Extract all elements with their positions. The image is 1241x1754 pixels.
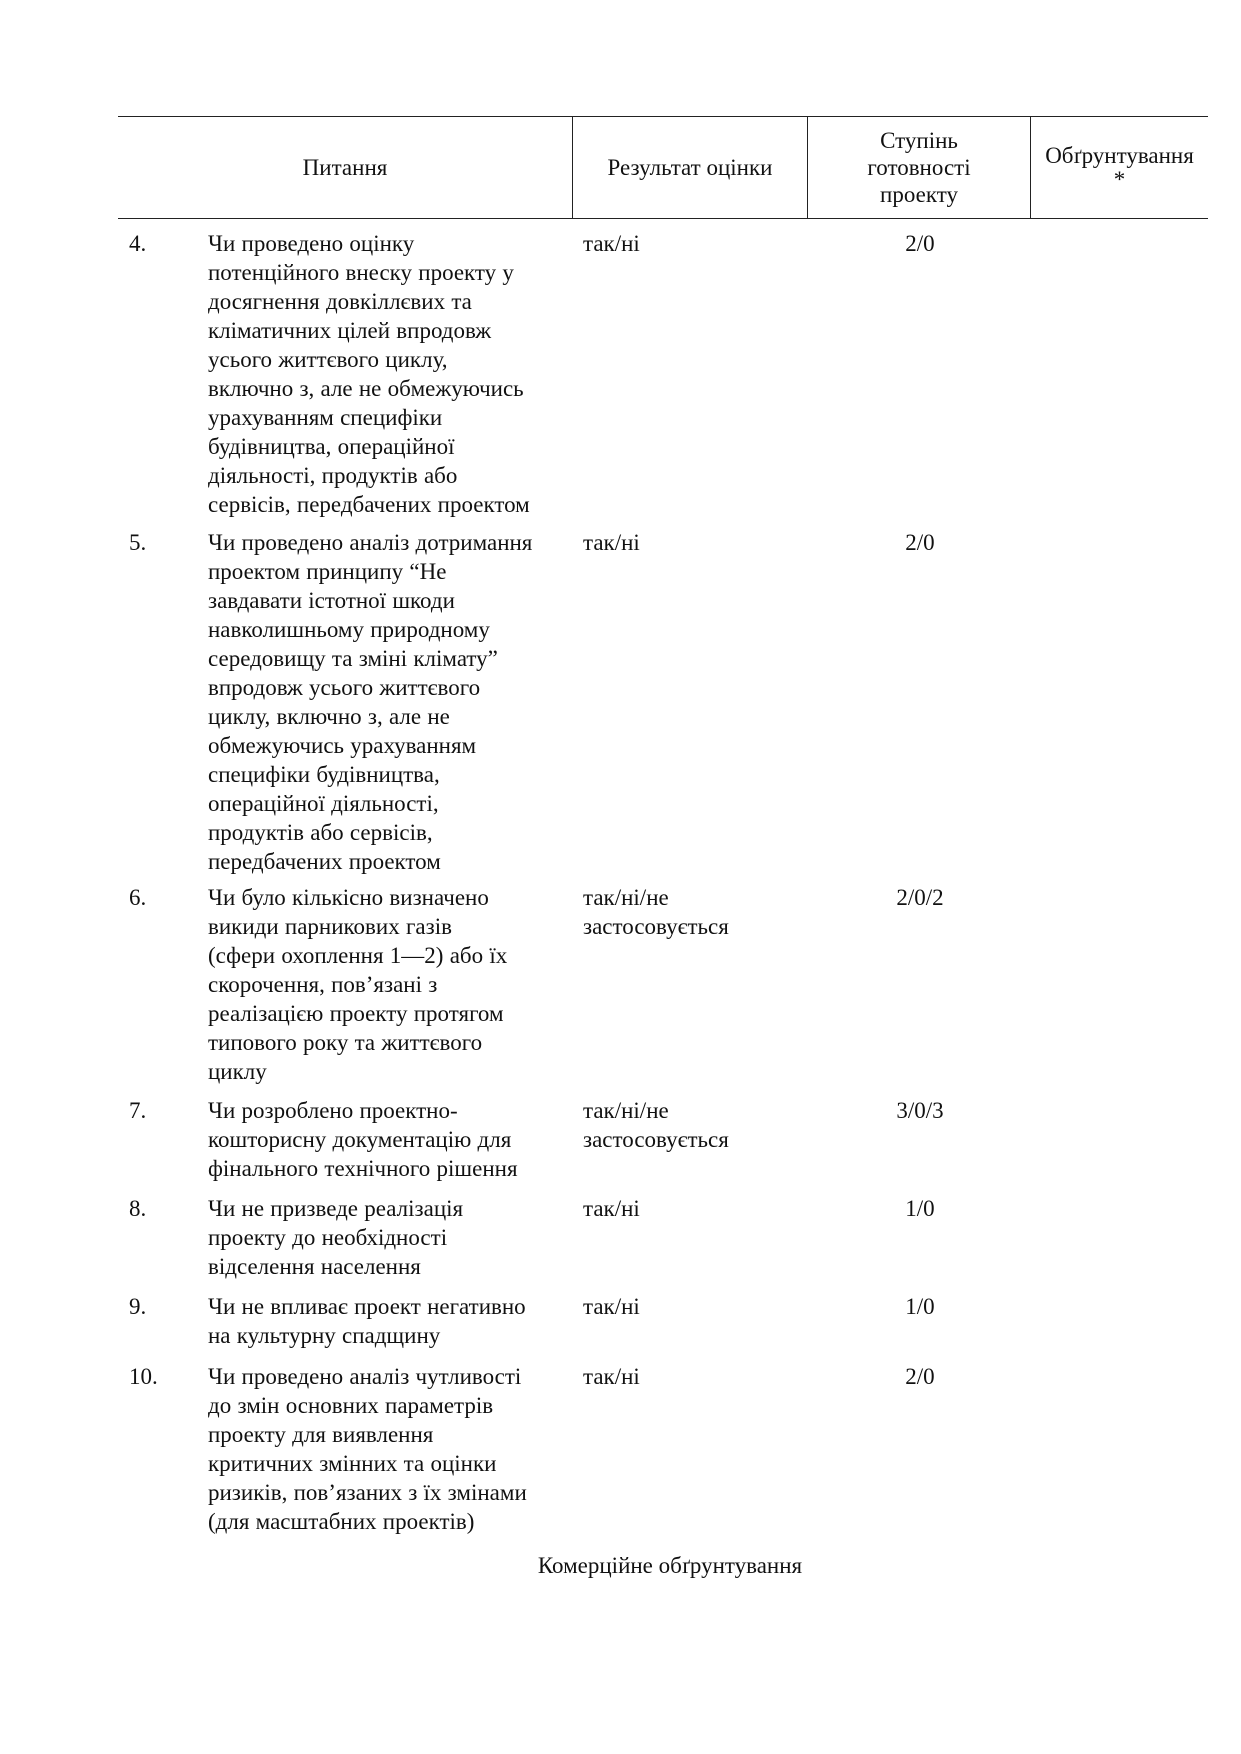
question-line: включно з, але не обмежуючись [208, 376, 524, 401]
row-question [208, 1292, 568, 1350]
question-line: проектом принципу “Не [208, 559, 447, 584]
table-header [118, 116, 1208, 219]
question-line: усього життєвого циклу, [208, 347, 448, 372]
header-result [573, 117, 807, 218]
header-readiness [808, 117, 1030, 218]
question-line: продуктів або сервісів, [208, 820, 433, 845]
question-line: досягнення довкіллєвих та [208, 289, 472, 314]
result-line: так/ні [583, 1364, 640, 1389]
row-question [208, 229, 568, 519]
result-line: так/ні/не [583, 885, 669, 910]
row-score: 2/0/2 [896, 885, 944, 910]
result-line: так/ні [583, 231, 640, 256]
row-result [583, 528, 793, 557]
question-line: передбачених проектом [208, 849, 441, 874]
question-line: діяльності, продуктів або [208, 463, 458, 488]
section-heading: Комерційне обґрунтування [537, 1553, 803, 1578]
question-line: проекту до необхідності [208, 1225, 448, 1250]
question-line: на культурну спадщину [208, 1323, 441, 1348]
question-line: впродовж усього життєвого [208, 675, 481, 700]
question-line: циклу, включно з, але не [208, 704, 450, 729]
question-line: кошторисну документацію для [208, 1127, 512, 1152]
question-line: кліматичних цілей впродовж [208, 318, 492, 343]
question-line: будівництва, операційної [208, 434, 455, 459]
row-result [583, 1096, 793, 1154]
question-line: скорочення, пов’язані з [208, 972, 438, 997]
header-question-label: Питання [302, 155, 388, 180]
row-number: 9. [129, 1294, 147, 1319]
row-score: 1/0 [905, 1196, 935, 1221]
header-justification-line: * [1113, 166, 1126, 192]
question-line: середовищу та зміні клімату” [208, 646, 498, 671]
question-line: критичних змінних та оцінки [208, 1451, 497, 1476]
question-line: урахуванням специфіки [208, 405, 443, 430]
row-number: 5. [129, 530, 147, 555]
question-line: Чи проведено аналіз дотримання [208, 530, 533, 555]
question-line: навколишньому природному [208, 617, 490, 642]
question-line: завдавати істотної шкоди [208, 588, 455, 613]
result-line: так/ні [583, 530, 640, 555]
question-line: специфіки будівництва, [208, 762, 440, 787]
question-line: потенційного внеску проекту у [208, 260, 514, 285]
header-justification-line: Обґрунтування [1045, 142, 1194, 168]
row-question [208, 883, 568, 1086]
question-line: реалізацією проекту протягом [208, 1001, 504, 1026]
row-question [208, 528, 568, 876]
question-line: (сфери охоплення 1—2) або їх [208, 943, 508, 968]
row-score: 2/0 [905, 530, 935, 555]
result-line: так/ні [583, 1294, 640, 1319]
question-line: типового року та життєвого [208, 1030, 483, 1055]
question-line: Чи було кількісно визначено [208, 885, 489, 910]
row-number: 7. [129, 1098, 147, 1123]
header-readiness-line: Ступінь [880, 128, 958, 153]
question-line: Чи проведено оцінку [208, 231, 415, 256]
header-readiness-line: проекту [880, 182, 958, 207]
question-line: сервісів, передбачених проектом [208, 492, 530, 517]
question-line: Чи розроблено проектно- [208, 1098, 458, 1123]
question-line: (для масштабних проектів) [208, 1509, 475, 1534]
row-question [208, 1362, 568, 1536]
question-line: Чи не впливає проект негативно [208, 1294, 526, 1319]
question-line: обмежуючись урахуванням [208, 733, 477, 758]
question-line: операційної діяльності, [208, 791, 439, 816]
question-line: відселення населення [208, 1254, 421, 1279]
header-result-label: Результат оцінки [607, 155, 773, 180]
question-line: проекту для виявлення [208, 1422, 434, 1447]
row-number: 10. [129, 1364, 158, 1389]
row-score: 1/0 [905, 1294, 935, 1319]
result-line: так/ні [583, 1196, 640, 1221]
header-readiness-line: готовності [867, 155, 971, 180]
result-line: застосовується [583, 914, 729, 939]
header-question [118, 117, 572, 218]
row-result [583, 1292, 793, 1321]
question-line: до змін основних параметрів [208, 1393, 494, 1418]
row-result [583, 1362, 793, 1391]
header-justification [1031, 117, 1208, 218]
row-score: 2/0 [905, 1364, 935, 1389]
row-question [208, 1096, 568, 1183]
row-number: 4. [129, 231, 147, 256]
question-line: викиди парникових газів [208, 914, 452, 939]
result-line: застосовується [583, 1127, 729, 1152]
question-line: ризиків, пов’язаних з їх змінами [208, 1480, 527, 1505]
result-line: так/ні/не [583, 1098, 669, 1123]
row-question [208, 1194, 568, 1281]
question-line: фінального технічного рішення [208, 1156, 518, 1181]
row-result [583, 883, 793, 941]
question-line: Чи проведено аналіз чутливості [208, 1364, 522, 1389]
row-score: 2/0 [905, 231, 935, 256]
row-score: 3/0/3 [896, 1098, 944, 1123]
row-number: 8. [129, 1196, 147, 1221]
row-result [583, 1194, 793, 1223]
row-number: 6. [129, 885, 147, 910]
question-line: Чи не призведе реалізація [208, 1196, 464, 1221]
question-line: циклу [208, 1059, 267, 1084]
row-result [583, 229, 793, 258]
